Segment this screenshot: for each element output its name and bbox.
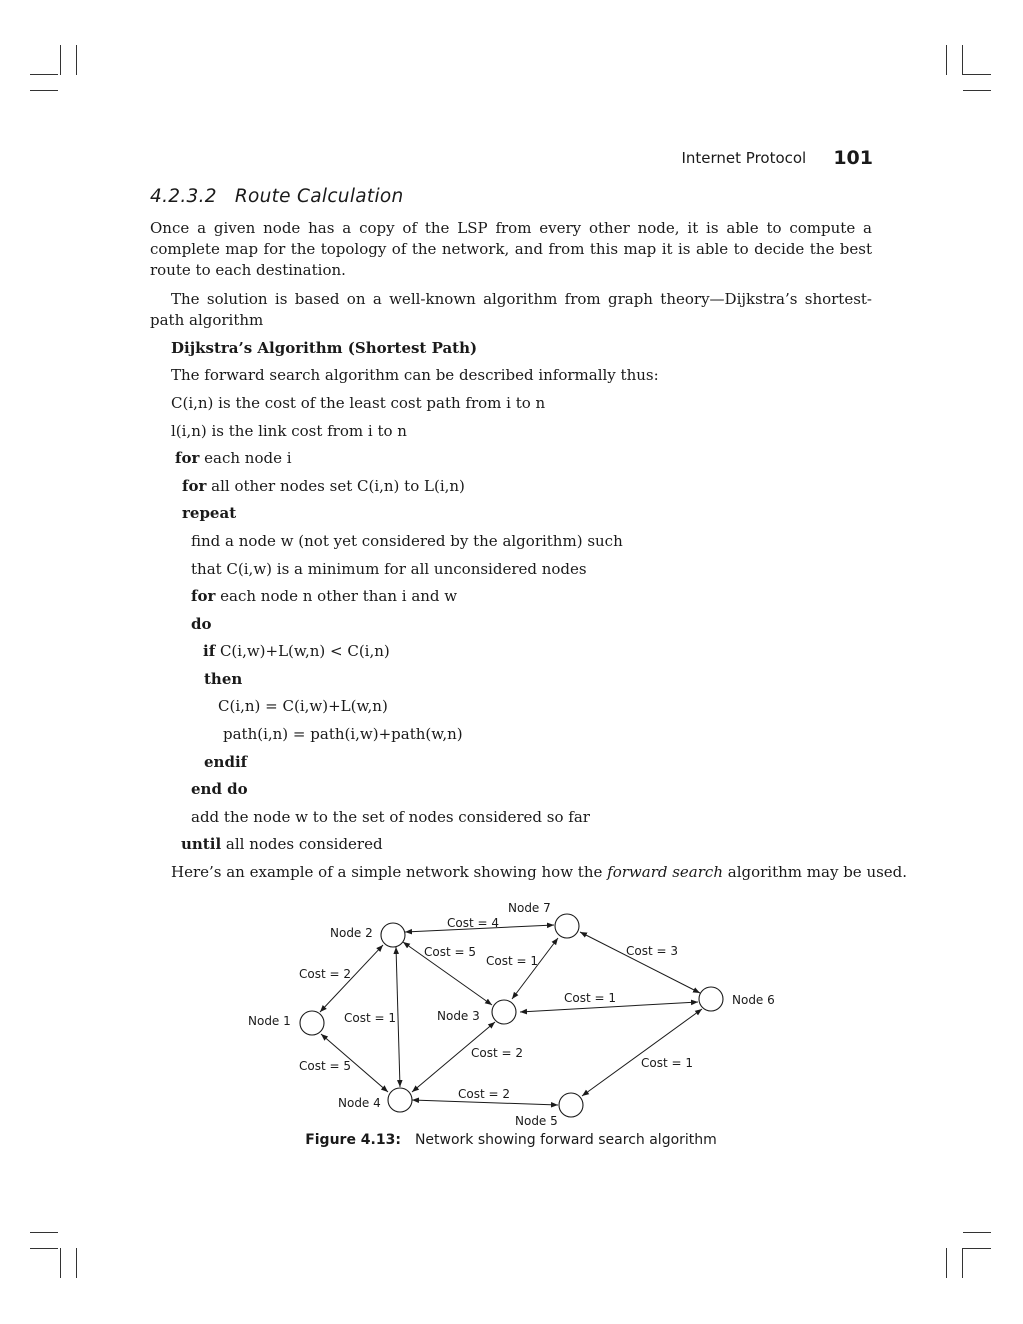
- code-text: C(i,w)+L(w,n) < C(i,n): [219, 642, 390, 660]
- code-text: all other nodes set C(i,n) to L(i,n): [211, 477, 465, 495]
- crop-mark: [963, 74, 991, 75]
- edge-label: Cost = 5: [424, 945, 476, 959]
- node-label: Node 5: [515, 1114, 558, 1128]
- edge-label: Cost = 1: [486, 954, 538, 968]
- crop-mark: [60, 1248, 61, 1278]
- algorithm-heading: Dijkstra’s Algorithm (Shortest Path): [171, 339, 478, 357]
- paragraph-2: The solution is based on a well-known algorithm from graph theory—Dijkstra’s shortest-path algorithm: [150, 290, 872, 329]
- edge-label: Cost = 2: [471, 1046, 523, 1060]
- node-label: Node 2: [330, 926, 373, 940]
- code-line: [181, 834, 383, 855]
- node-label: Node 7: [508, 901, 551, 915]
- node-circle: [300, 1011, 324, 1035]
- figure-caption: [150, 1132, 872, 1148]
- edge-label: Cost = 1: [564, 991, 616, 1005]
- node-label: Node 3: [437, 1009, 480, 1023]
- edge-node3-node7: [512, 938, 558, 999]
- crop-mark: [30, 1248, 58, 1249]
- example-text: Here’s an example of a simple network showing how the: [171, 863, 603, 881]
- network-diagram-svg: [240, 895, 780, 1128]
- code-line: C(i,n) = C(i,w)+L(w,n): [218, 697, 388, 715]
- code-keyword: end do: [191, 780, 248, 798]
- example-text: algorithm may be used.: [727, 863, 908, 881]
- section-number: 4.2.3.2: [150, 186, 217, 207]
- code-line: [175, 448, 292, 469]
- crop-mark: [76, 45, 77, 75]
- code-keyword: for: [191, 587, 216, 605]
- node-circle: [492, 1000, 516, 1024]
- edge-label: Cost = 1: [344, 1011, 396, 1025]
- code-keyword: repeat: [182, 504, 237, 522]
- code-line: that C(i,w) is a minimum for all unconsidered nodes: [191, 560, 587, 578]
- network-diagram: [240, 895, 780, 1128]
- caption-label: Figure 4.13:: [305, 1132, 401, 1148]
- page-number: 101: [833, 147, 873, 169]
- code-line: add the node w to the set of nodes considered so far: [191, 808, 590, 826]
- code-keyword: endif: [204, 753, 248, 771]
- section-title: Route Calculation: [234, 186, 404, 207]
- crop-mark: [30, 74, 58, 75]
- code-text: each node i: [204, 449, 292, 467]
- node-label: Node 1: [248, 1014, 291, 1028]
- code-keyword: until: [181, 835, 222, 853]
- node-circle: [555, 914, 579, 938]
- paragraph-1: Once a given node has a copy of the LSP from every other node, it is able to compute a complete map for the topology of the network, and from this map it is able to decide the best route to each destination.: [150, 219, 872, 279]
- crop-mark: [30, 90, 58, 91]
- code-text: all nodes considered: [225, 835, 383, 853]
- crop-mark: [963, 1232, 991, 1233]
- crop-mark: [963, 1248, 991, 1249]
- crop-mark: [962, 45, 963, 75]
- code-line: find a node w (not yet considered by the algorithm) such: [191, 532, 623, 550]
- edge-label: Cost = 3: [626, 944, 678, 958]
- node-circle: [388, 1088, 412, 1112]
- code-line: [203, 641, 390, 662]
- crop-mark: [30, 1232, 58, 1233]
- code-keyword: for: [175, 449, 200, 467]
- node-circle: [699, 987, 723, 1011]
- edge-label: Cost = 2: [299, 967, 351, 981]
- code-keyword: do: [191, 615, 212, 633]
- example-emphasis: forward search: [607, 863, 723, 881]
- crop-mark: [946, 45, 947, 75]
- caption-text: Network showing forward search algorithm: [414, 1132, 717, 1148]
- code-line: path(i,n) = path(i,w)+path(w,n): [223, 725, 463, 743]
- node-label: Node 6: [732, 993, 775, 1007]
- node-circle: [381, 923, 405, 947]
- running-head-title: Internet Protocol: [681, 149, 807, 167]
- code-line: [191, 586, 457, 607]
- example-sentence: [171, 862, 907, 883]
- edge-node2-node4: [396, 947, 400, 1087]
- node-circle: [559, 1093, 583, 1117]
- running-head: [560, 147, 873, 171]
- edge-label: Cost = 4: [447, 916, 499, 930]
- crop-mark: [76, 1248, 77, 1278]
- code-line: [182, 476, 465, 497]
- crop-mark: [963, 90, 991, 91]
- edge-label: Cost = 5: [299, 1059, 351, 1073]
- algorithm-intro: The forward search algorithm can be described informally thus:: [171, 366, 659, 384]
- code-keyword: then: [204, 670, 243, 688]
- edge-label: Cost = 1: [641, 1056, 693, 1070]
- crop-mark: [946, 1248, 947, 1278]
- edge-node5-node6: [582, 1009, 702, 1096]
- code-keyword: for: [182, 477, 207, 495]
- edge-label: Cost = 2: [458, 1087, 510, 1101]
- definition-line: l(i,n) is the link cost from i to n: [171, 422, 407, 440]
- node-label: Node 4: [338, 1096, 381, 1110]
- crop-mark: [60, 45, 61, 75]
- crop-mark: [962, 1248, 963, 1278]
- definition-line: C(i,n) is the cost of the least cost path from i to n: [171, 394, 546, 412]
- edge-node7-node6: [580, 932, 700, 993]
- code-keyword: if: [203, 642, 216, 660]
- section-heading: [150, 186, 404, 207]
- code-text: each node n other than i and w: [220, 587, 458, 605]
